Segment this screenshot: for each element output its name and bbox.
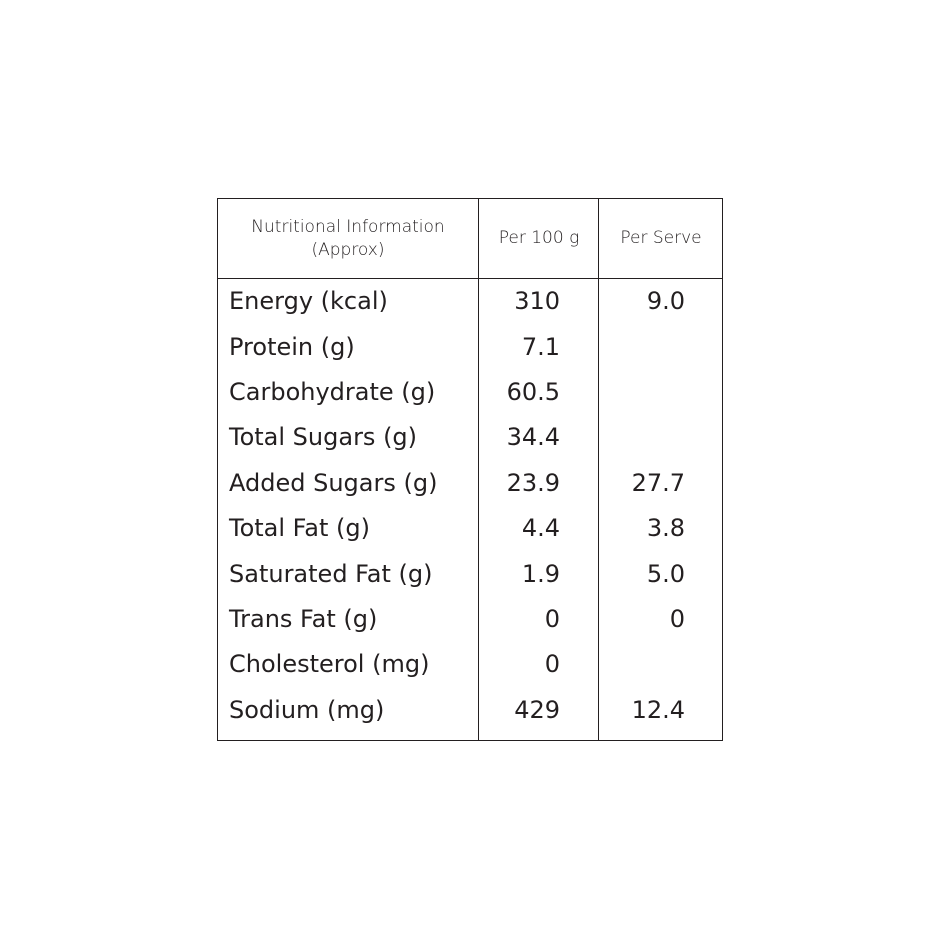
- nutrient-label: Energy (kcal): [229, 287, 388, 315]
- per-serve-value: 27.7: [631, 469, 685, 497]
- nutrient-label: Sodium (mg): [229, 696, 385, 724]
- per-100g-value: 4.4: [521, 514, 560, 542]
- nutrition-table: [217, 198, 723, 741]
- nutrient-label: Saturated Fat (g): [229, 560, 433, 588]
- header-per-serve: Per Serve: [620, 228, 702, 248]
- per-100g-value: 429: [514, 696, 560, 724]
- per-serve-value: 5.0: [646, 560, 685, 588]
- table-row: [218, 279, 722, 324]
- table-row: [218, 506, 722, 551]
- header-nutrient-title: Nutritional Information: [251, 216, 445, 237]
- table-row: [218, 370, 722, 415]
- header-nutritional-information: [218, 199, 478, 278]
- per-serve-value: 0: [669, 605, 685, 633]
- header-per-100g: Per 100 g: [498, 228, 580, 248]
- nutrient-label: Total Fat (g): [229, 514, 370, 542]
- per-serve-value: 3.8: [646, 514, 685, 542]
- nutrient-label: Trans Fat (g): [229, 605, 378, 633]
- table-row: [218, 415, 722, 460]
- per-100g-value: 0: [544, 605, 560, 633]
- nutrient-label: Cholesterol (mg): [229, 650, 430, 678]
- per-100g-value: 0: [544, 650, 560, 678]
- table-row: [218, 642, 722, 687]
- per-serve-value: 9.0: [646, 287, 685, 315]
- per-100g-value: 7.1: [521, 333, 560, 361]
- nutrient-label: Total Sugars (g): [229, 423, 418, 451]
- per-serve-value: 12.4: [631, 696, 685, 724]
- table-row: [218, 325, 722, 370]
- nutrient-label: Carbohydrate (g): [229, 378, 436, 406]
- per-100g-value: 60.5: [506, 378, 560, 406]
- table-row: [218, 597, 722, 642]
- per-100g-value: 23.9: [506, 469, 560, 497]
- nutrient-label: Added Sugars (g): [229, 469, 438, 497]
- table-row: [218, 688, 722, 733]
- table-row: [218, 461, 722, 506]
- header-nutrient-subtitle: (Approx): [311, 239, 385, 260]
- per-100g-value: 1.9: [521, 560, 560, 588]
- nutrient-label: Protein (g): [229, 333, 355, 361]
- per-100g-value: 310: [514, 287, 560, 315]
- table-row: [218, 552, 722, 597]
- per-100g-value: 34.4: [506, 423, 560, 451]
